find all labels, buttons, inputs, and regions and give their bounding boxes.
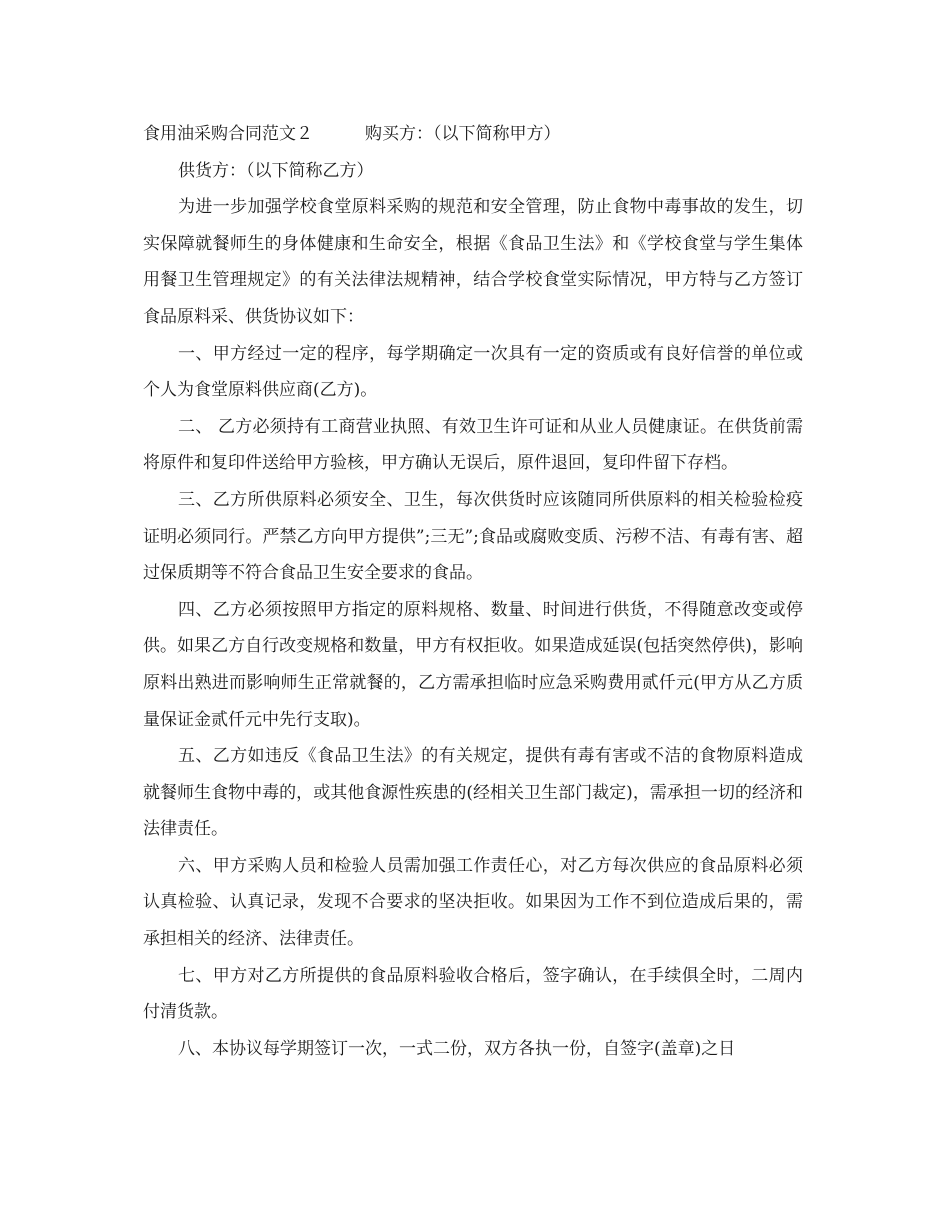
clause-7: 七、甲方对乙方所提供的食品原料验收合格后，签字确认，在手续俱全时，二周内付清货款。 (143, 965, 803, 1023)
clause-8: 八、本协议每学期签订一次，一式二份，双方各执一份，自签字(盖章)之日 (178, 1038, 736, 1059)
clause-5: 五、乙方如违反《食品卫生法》的有关规定，提供有毒有害或不洁的食物原料造成就餐师生食物中毒的，或其他食源性疾患的(经相关卫生部门裁定)，需承担一切的经济和法律责任。 (143, 746, 803, 840)
title-line (143, 116, 803, 153)
clause-3: 三、乙方所供原料必须安全、卫生，每次供货时应该随同所供原料的相关检验检疫证明必须同行。严禁乙方向甲方提供”;三无”;食品或腐败变质、污秽不洁、有毒有害、超过保质期等不符合食品卫生安全要求的食品。 (143, 489, 803, 584)
document-body (143, 116, 803, 1067)
paragraph-intro: 为进一步加强学校食堂原料采购的规范和安全管理，防止食物中毒事故的发生，切实保障就餐师生的身体健康和生命安全，根据《食品卫生法》和《学校食堂与学生集体用餐卫生管理规定》的有关法律法规精神，结合学校食堂实际情况，甲方特与乙方签订食品原料采、供货协议如下： (143, 197, 803, 327)
clause-2: 二、 乙方必须持有工商营业执照、有效卫生许可证和从业人员健康证。在供货前需将原件和复印件送给甲方验核，甲方确认无误后，原件退回，复印件留下存档。 (143, 416, 803, 474)
clause-6: 六、甲方采购人员和检验人员需加强工作责任心，对乙方每次供应的食品原料必须认真检验、认真记录，发现不合要求的坚决拒收。如果因为工作不到位造成后果的，需承担相关的经济、法律责任。 (143, 855, 803, 950)
supplier-line: 供货方：（以下简称乙方） (178, 160, 374, 181)
clause-4: 四、乙方必须按照甲方指定的原料规格、数量、时间进行供货，不得随意改变或停供。如果乙方自行改变规格和数量，甲方有权拒收。如果造成延误(包括突然停供)，影响原料出熟进而影响师生正常就餐的，乙方需承担临时应急采购费用贰仟元(甲方从乙方质量保证金贰仟元中先行支取)。 (143, 599, 803, 730)
document-title: 食用油采购合同范文２ (143, 124, 313, 144)
clause-1: 一、甲方经过一定的程序，每学期确定一次具有一定的资质或有良好信誉的单位或个人为食堂原料供应商(乙方)。 (143, 343, 803, 401)
buyer-line: 购买方：（以下简称甲方） (365, 124, 561, 144)
